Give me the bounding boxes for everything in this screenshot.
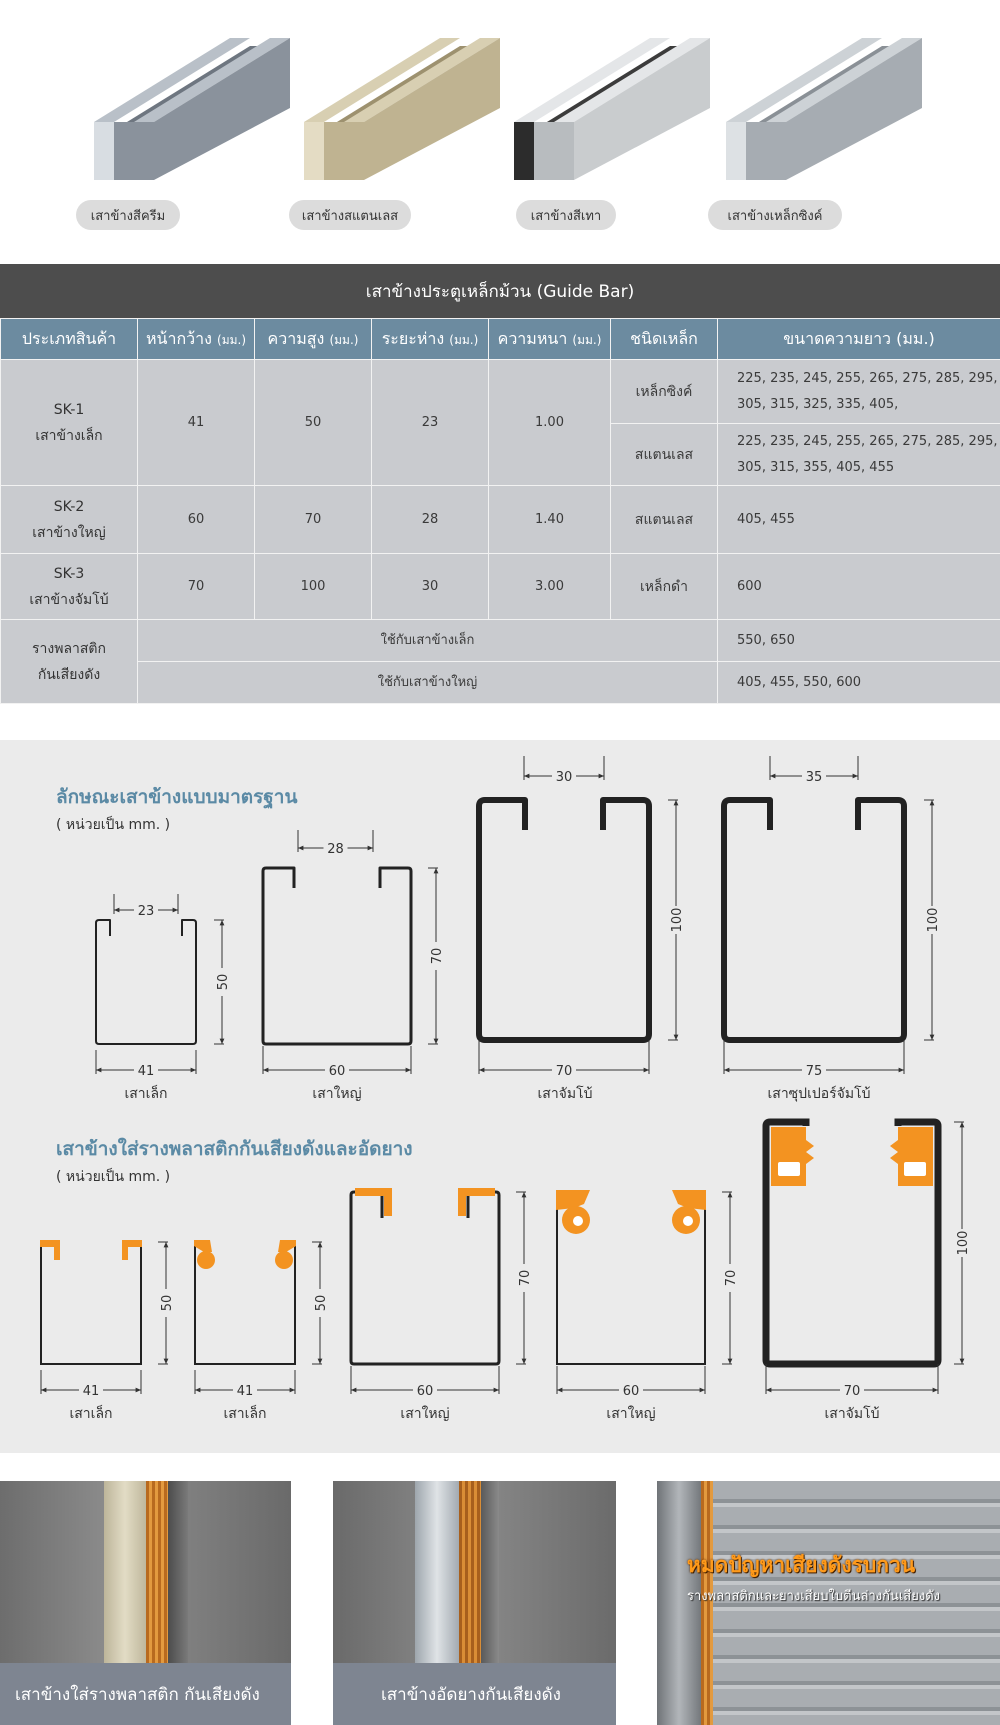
header-gap: ระยะห่าง (มม.) xyxy=(372,319,489,360)
rail-insert-3a xyxy=(355,1188,392,1216)
table-title: เสาข้างประตูเหล็กม้วน (Guide Bar) xyxy=(0,264,1000,318)
header-material: ชนิดเหล็ก xyxy=(611,319,718,360)
rail-profile-3 xyxy=(351,1192,499,1364)
table-row xyxy=(1,360,1000,424)
profile-large xyxy=(263,868,411,1044)
length-cell: 225, 235, 245, 255, 265, 275, 285, 295, 305, 315, 325, 335, 405, xyxy=(718,360,1000,424)
width-cell: 70 xyxy=(138,554,255,620)
rail-insert-5a xyxy=(771,1127,814,1186)
pole-image xyxy=(415,1481,459,1663)
guide-bar-image-grey xyxy=(500,30,710,190)
pole-edge-image xyxy=(168,1481,188,1663)
dim-width-jumbo-label: 70 xyxy=(555,1064,573,1079)
table-row xyxy=(1,486,1000,554)
dim-height-large-label: 70 xyxy=(430,947,445,965)
guide-bar-image-cream xyxy=(80,30,290,190)
rubber-strip-image xyxy=(459,1481,481,1663)
standard-unit-note: ( หน่วยเป็น mm. ) xyxy=(56,817,171,833)
rail-insert-slot-5b xyxy=(904,1162,926,1176)
rail-rubber-hole-4a xyxy=(573,1216,583,1226)
profile-jumbo xyxy=(479,800,649,1040)
table-row xyxy=(1,554,1000,620)
length-cell: 600 xyxy=(718,554,1000,620)
header-thickness: ความหนา (มม.) xyxy=(489,319,611,360)
material-cell: เหล็กดำ xyxy=(611,554,718,620)
profile-label-large: เสาใหญ่ xyxy=(312,1086,362,1102)
height-cell: 100 xyxy=(255,554,372,620)
width-cell: 41 xyxy=(138,360,255,486)
product-strip xyxy=(0,0,1000,262)
material-cell: เหล็กซิงค์ xyxy=(611,360,718,424)
rail-label-2: เสาเล็ก xyxy=(223,1406,267,1422)
table-row xyxy=(1,662,1000,704)
photo-rubber-pressed xyxy=(333,1481,616,1725)
product-card-grey xyxy=(500,30,710,240)
dim-width-small-label: 41 xyxy=(137,1064,155,1079)
rail-insert-3b xyxy=(458,1188,495,1216)
header-width: หน้ากว้าง (มม.) xyxy=(138,319,255,360)
rail-section-title: เสาข้างใส่รางพลาสติกกันเสียงดังและอัดยาง xyxy=(56,1138,413,1160)
product-card-stainless xyxy=(290,30,500,240)
rail-dim-height-3-label: 70 xyxy=(518,1269,533,1287)
rail-unit-note: ( หน่วยเป็น mm. ) xyxy=(56,1169,171,1185)
photo-caption: เสาข้างใส่รางพลาสติก กันเสียงดัง xyxy=(0,1663,291,1725)
rail-dim-height-5-label: 100 xyxy=(956,1230,971,1256)
dim-width-large-label: 60 xyxy=(328,1064,346,1079)
dim-gap-small-label: 23 xyxy=(137,904,155,919)
usage-cell: ใช้กับเสาข้างใหญ่ xyxy=(138,662,718,704)
pole-image xyxy=(104,1481,146,1663)
rail-dim-width-1-label: 41 xyxy=(82,1384,100,1399)
profile-label-jumbo: เสาจัมโบ้ xyxy=(537,1086,593,1102)
rail-insert-1a xyxy=(40,1240,60,1260)
promo-title: หมดปัญหาเสียงดังรบกวน xyxy=(687,1553,916,1577)
thickness-cell: 3.00 xyxy=(489,554,611,620)
height-cell: 70 xyxy=(255,486,372,554)
dim-height-small-label: 50 xyxy=(216,973,231,991)
rail-rubber-2b xyxy=(275,1251,293,1269)
material-cell: สแตนเลส xyxy=(611,486,718,554)
header-product-type: ประเภทสินค้า xyxy=(1,319,138,360)
table-header-row xyxy=(1,319,1000,360)
dim-height-jumbo-label: 100 xyxy=(670,907,685,933)
product-card-cream xyxy=(80,30,290,240)
rail-insert-1b xyxy=(122,1240,142,1260)
rail-dim-width-4-label: 60 xyxy=(622,1384,640,1399)
usage-cell: ใช้กับเสาข้างเล็ก xyxy=(138,620,718,662)
rail-insert-slot-5a xyxy=(778,1162,800,1176)
gap-cell: 28 xyxy=(372,486,489,554)
width-cell: 60 xyxy=(138,486,255,554)
material-cell: สแตนเลส xyxy=(611,424,718,486)
dim-gap-super-jumbo-label: 35 xyxy=(805,770,823,785)
gap-cell: 23 xyxy=(372,360,489,486)
profile-super-jumbo xyxy=(724,800,904,1040)
profile-label-super-jumbo: เสาซุปเปอร์จัมโบ้ xyxy=(767,1086,871,1102)
product-cell: SK-1 เสาข้างเล็ก xyxy=(1,360,138,486)
rail-label-1: เสาเล็ก xyxy=(69,1406,113,1422)
rail-dim-height-1-label: 50 xyxy=(160,1294,175,1312)
product-label: เสาข้างสีเทา xyxy=(516,200,616,230)
length-cell: 405, 455, 550, 600 xyxy=(718,662,1000,704)
guide-bar-image-stainless xyxy=(290,30,500,190)
product-label: เสาข้างสแตนเลส xyxy=(289,200,411,230)
photo-caption: เสาข้างอัดยางกันเสียงดัง xyxy=(333,1663,616,1725)
rail-strip-image xyxy=(146,1481,168,1663)
dim-gap-jumbo-label: 30 xyxy=(555,770,573,785)
gap-cell: 30 xyxy=(372,554,489,620)
dim-width-super-jumbo-label: 75 xyxy=(805,1064,823,1079)
guide-bar-image-zinc xyxy=(712,30,922,190)
photo-plastic-rail xyxy=(0,1481,291,1725)
promo-subtitle: รางพลาสติกและยางเสียบใบตีนล่างกันเสียงดัง xyxy=(687,1589,940,1604)
thickness-cell: 1.40 xyxy=(489,486,611,554)
length-cell: 225, 235, 245, 255, 265, 275, 285, 295, 305, 315, 355, 405, 455 xyxy=(718,424,1000,486)
rail-label-3: เสาใหญ่ xyxy=(400,1406,450,1422)
product-cell: SK-2 เสาข้างใหญ่ xyxy=(1,486,138,554)
photo-promo xyxy=(657,1481,1000,1725)
header-length: ขนาดความยาว (มม.) xyxy=(718,319,1000,360)
profile-small xyxy=(96,920,196,1044)
table-row xyxy=(1,620,1000,662)
product-cell: รางพลาสติก กันเสียงดัง xyxy=(1,620,138,704)
rail-rubber-hole-4b xyxy=(683,1216,693,1226)
rail-dim-height-4-label: 70 xyxy=(724,1269,739,1287)
dim-gap-large-label: 28 xyxy=(327,842,344,857)
product-label: เสาข้างสีครีม xyxy=(76,200,180,230)
product-card-zinc xyxy=(712,30,922,240)
profile-diagrams xyxy=(0,740,1000,1453)
rail-dim-width-5-label: 70 xyxy=(843,1384,861,1399)
length-cell: 405, 455 xyxy=(718,486,1000,554)
header-height: ความสูง (มม.) xyxy=(255,319,372,360)
photo-strip xyxy=(0,1481,1000,1725)
profile-label-small: เสาเล็ก xyxy=(124,1086,168,1102)
rail-insert-5b xyxy=(890,1127,933,1186)
pole-edge-image xyxy=(481,1481,499,1663)
rail-profile-1 xyxy=(41,1242,141,1364)
spec-table-section xyxy=(0,264,1000,704)
rail-insert-2b xyxy=(278,1240,296,1252)
rail-dim-width-3-label: 60 xyxy=(416,1384,434,1399)
rail-insert-2a xyxy=(194,1240,212,1252)
length-cell: 550, 650 xyxy=(718,620,1000,662)
diagram-section xyxy=(0,740,1000,1453)
standard-section-title: ลักษณะเสาข้างแบบมาตรฐาน xyxy=(56,786,298,808)
rail-label-5: เสาจัมโบ้ xyxy=(824,1406,880,1422)
product-label: เสาข้างเหล็กซิงค์ xyxy=(708,200,842,230)
rail-dim-width-2-label: 41 xyxy=(236,1384,254,1399)
product-cell: SK-3 เสาข้างจัมโบ้ xyxy=(1,554,138,620)
rail-rubber-2a xyxy=(197,1251,215,1269)
rail-label-4: เสาใหญ่ xyxy=(606,1406,656,1422)
height-cell: 50 xyxy=(255,360,372,486)
spec-table xyxy=(0,318,1000,704)
rail-dim-height-2-label: 50 xyxy=(314,1294,329,1312)
dim-height-super-jumbo-label: 100 xyxy=(926,907,941,933)
thickness-cell: 1.00 xyxy=(489,360,611,486)
